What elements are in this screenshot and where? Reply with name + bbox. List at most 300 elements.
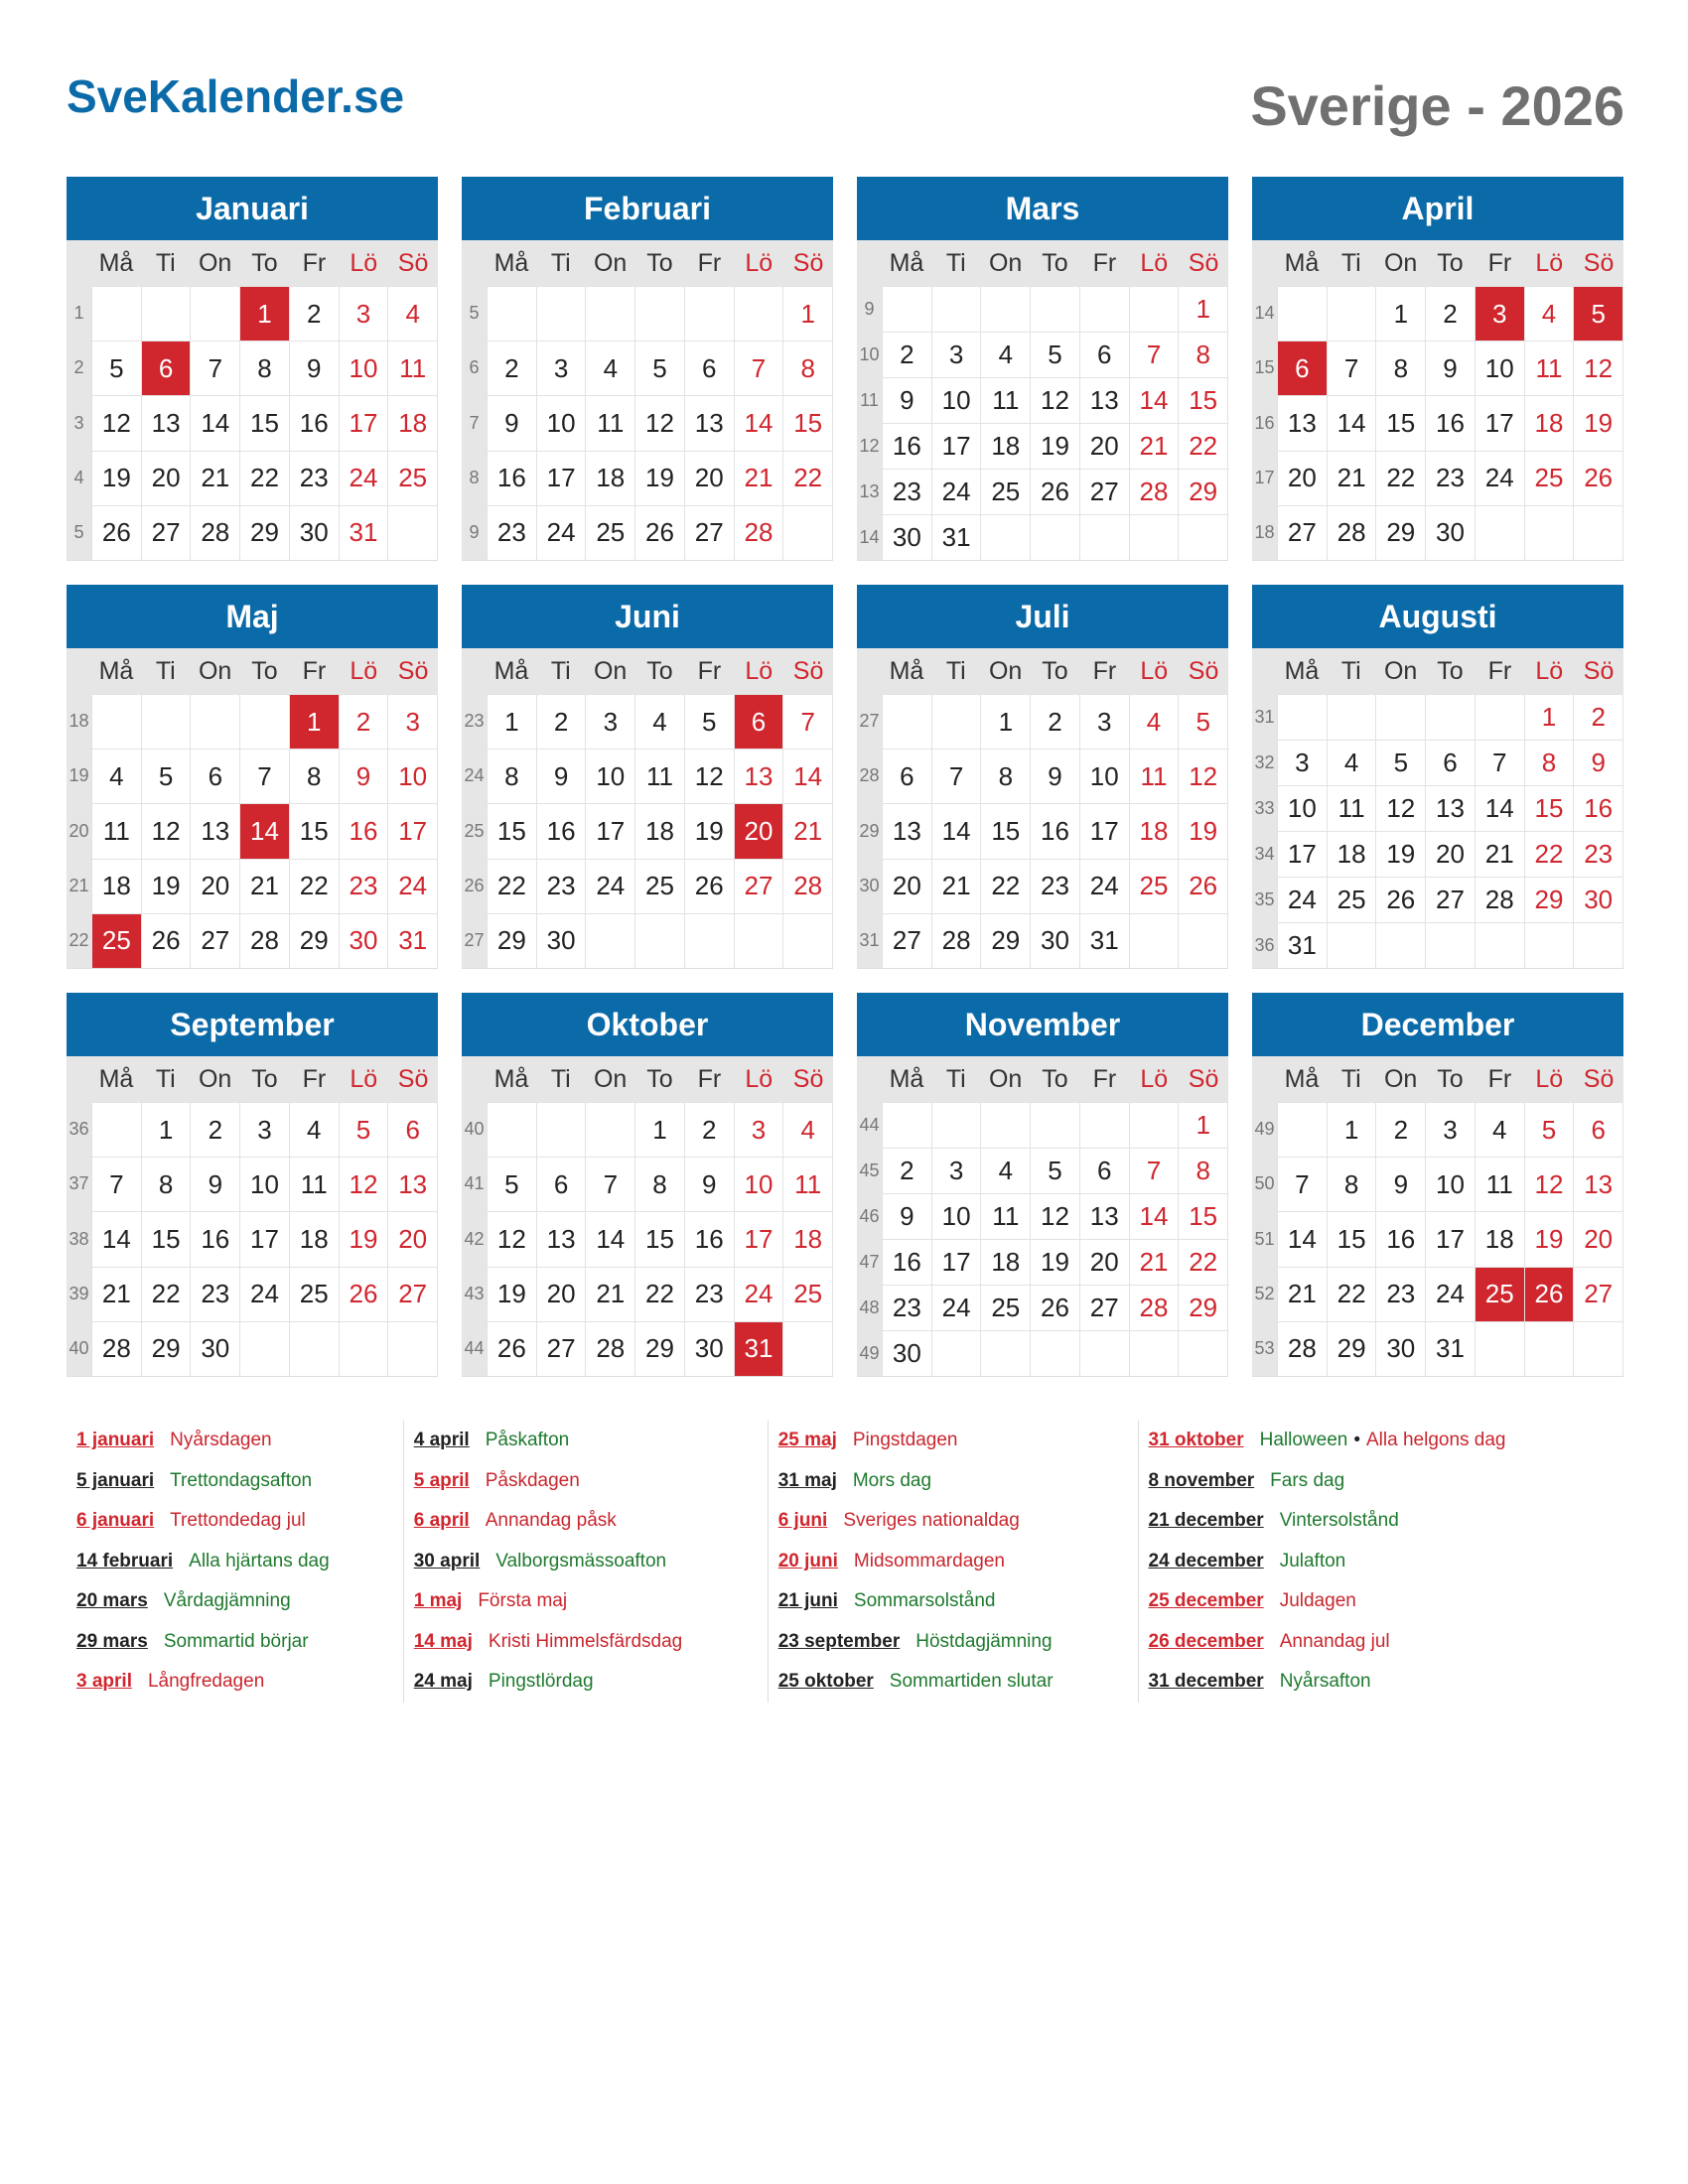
day-cell[interactable]: 10 [931, 377, 981, 423]
day-cell[interactable]: 9 [1573, 740, 1623, 785]
holiday-date[interactable]: 23 september [777, 1630, 901, 1652]
day-cell[interactable]: 18 [1327, 831, 1376, 877]
day-cell[interactable]: 1 [141, 1102, 191, 1157]
day-cell[interactable]: 21 [1277, 1267, 1327, 1321]
day-cell[interactable]: 3 [1079, 694, 1129, 749]
day-cell[interactable]: 3 [931, 332, 981, 377]
day-cell[interactable]: 13 [1079, 1193, 1129, 1239]
day-cell[interactable]: 7 [1327, 341, 1376, 395]
day-cell[interactable]: 14 [782, 749, 833, 803]
day-cell[interactable]: 12 [634, 395, 684, 450]
day-cell[interactable]: 5 [1030, 332, 1079, 377]
day-cell[interactable]: 5 [1030, 1148, 1079, 1193]
day-cell[interactable]: 9 [1375, 1157, 1425, 1211]
day-cell[interactable]: 18 [585, 451, 634, 505]
site-logo-text[interactable]: SveKalender.se [67, 70, 405, 122]
day-cell[interactable]: 25 [782, 1267, 833, 1321]
holiday-date[interactable]: 21 december [1148, 1510, 1264, 1532]
day-cell[interactable]: 30 [1425, 505, 1475, 560]
day-cell[interactable]: 19 [1030, 423, 1079, 469]
day-cell[interactable]: 26 [141, 913, 191, 968]
day-cell[interactable]: 18 [289, 1211, 339, 1266]
day-cell[interactable]: 26 [339, 1267, 388, 1321]
day-cell[interactable]: 7 [1129, 332, 1179, 377]
day-cell[interactable]: 7 [734, 341, 783, 395]
day-cell[interactable]: 22 [634, 1267, 684, 1321]
day-cell[interactable]: 17 [931, 1239, 981, 1285]
day-cell[interactable]: 27 [190, 913, 239, 968]
holiday-date[interactable]: 31 december [1148, 1671, 1264, 1693]
day-cell[interactable]: 26 [684, 859, 734, 913]
day-cell[interactable]: 27 [1277, 505, 1327, 560]
day-cell[interactable]: 29 [289, 913, 339, 968]
day-cell[interactable]: 2 [1030, 694, 1079, 749]
day-cell[interactable]: 8 [289, 749, 339, 803]
day-cell[interactable]: 17 [734, 1211, 783, 1266]
day-cell[interactable]: 18 [980, 423, 1030, 469]
day-cell[interactable]: 17 [339, 395, 388, 450]
day-cell[interactable]: 6 [1425, 740, 1475, 785]
day-cell[interactable]: 27 [684, 505, 734, 560]
day-cell[interactable]: 24 [339, 451, 388, 505]
day-cell[interactable]: 12 [684, 749, 734, 803]
day-cell[interactable]: 26 [91, 505, 141, 560]
day-cell[interactable]: 11 [585, 395, 634, 450]
holiday-date[interactable]: 14 februari [76, 1550, 174, 1571]
day-cell[interactable]: 4 [1475, 1102, 1524, 1157]
day-cell[interactable]: 10 [239, 1157, 289, 1211]
day-cell[interactable]: 1 [634, 1102, 684, 1157]
day-cell[interactable]: 11 [387, 341, 438, 395]
day-cell[interactable]: 27 [387, 1267, 438, 1321]
day-cell[interactable]: 11 [1475, 1157, 1524, 1211]
day-cell[interactable]: 25 [91, 913, 141, 968]
day-cell[interactable]: 12 [1573, 341, 1623, 395]
day-cell[interactable]: 25 [1524, 451, 1574, 505]
day-cell[interactable]: 6 [684, 341, 734, 395]
day-cell[interactable]: 7 [239, 749, 289, 803]
day-cell[interactable]: 15 [1178, 1193, 1228, 1239]
day-cell[interactable]: 8 [239, 341, 289, 395]
day-cell[interactable]: 24 [387, 859, 438, 913]
day-cell[interactable]: 8 [1327, 1157, 1376, 1211]
day-cell[interactable]: 20 [1079, 423, 1129, 469]
day-cell[interactable]: 11 [1524, 341, 1574, 395]
day-cell[interactable]: 27 [1425, 877, 1475, 922]
day-cell[interactable]: 13 [190, 803, 239, 858]
day-cell[interactable]: 26 [1030, 469, 1079, 514]
day-cell[interactable]: 1 [1327, 1102, 1376, 1157]
day-cell[interactable]: 15 [634, 1211, 684, 1266]
day-cell[interactable]: 21 [1475, 831, 1524, 877]
day-cell[interactable]: 20 [882, 859, 931, 913]
day-cell[interactable]: 6 [190, 749, 239, 803]
day-cell[interactable]: 14 [91, 1211, 141, 1266]
day-cell[interactable]: 19 [1178, 803, 1228, 858]
day-cell[interactable]: 30 [882, 1330, 931, 1376]
day-cell[interactable]: 30 [289, 505, 339, 560]
day-cell[interactable]: 23 [684, 1267, 734, 1321]
holiday-date[interactable]: 6 juni [777, 1510, 828, 1532]
day-cell[interactable]: 5 [684, 694, 734, 749]
day-cell[interactable]: 24 [536, 505, 586, 560]
day-cell[interactable]: 13 [1573, 1157, 1623, 1211]
day-cell[interactable]: 14 [931, 803, 981, 858]
day-cell[interactable]: 10 [536, 395, 586, 450]
day-cell[interactable]: 31 [339, 505, 388, 560]
day-cell[interactable]: 14 [734, 395, 783, 450]
day-cell[interactable]: 24 [931, 469, 981, 514]
day-cell[interactable]: 17 [536, 451, 586, 505]
day-cell[interactable]: 25 [1327, 877, 1376, 922]
holiday-date[interactable]: 24 maj [413, 1671, 473, 1693]
day-cell[interactable]: 25 [1129, 859, 1179, 913]
day-cell[interactable]: 11 [634, 749, 684, 803]
day-cell[interactable]: 8 [487, 749, 536, 803]
holiday-date[interactable]: 14 maj [413, 1630, 473, 1652]
day-cell[interactable]: 6 [1079, 1148, 1129, 1193]
day-cell[interactable]: 17 [931, 423, 981, 469]
day-cell[interactable]: 22 [1375, 451, 1425, 505]
day-cell[interactable]: 23 [1375, 1267, 1425, 1321]
day-cell[interactable]: 1 [289, 694, 339, 749]
day-cell[interactable]: 16 [1425, 395, 1475, 450]
day-cell[interactable]: 13 [387, 1157, 438, 1211]
day-cell[interactable]: 28 [1129, 1285, 1179, 1330]
holiday-date[interactable]: 21 juni [777, 1590, 838, 1612]
day-cell[interactable]: 18 [387, 395, 438, 450]
day-cell[interactable]: 28 [734, 505, 783, 560]
day-cell[interactable]: 23 [882, 1285, 931, 1330]
day-cell[interactable]: 18 [91, 859, 141, 913]
day-cell[interactable]: 25 [980, 469, 1030, 514]
day-cell[interactable]: 18 [782, 1211, 833, 1266]
day-cell[interactable]: 15 [487, 803, 536, 858]
day-cell[interactable]: 3 [1425, 1102, 1475, 1157]
day-cell[interactable]: 8 [1524, 740, 1574, 785]
day-cell[interactable]: 19 [1524, 1211, 1574, 1266]
day-cell[interactable]: 31 [387, 913, 438, 968]
day-cell[interactable]: 4 [585, 341, 634, 395]
day-cell[interactable]: 19 [91, 451, 141, 505]
day-cell[interactable]: 1 [782, 286, 833, 341]
day-cell[interactable]: 9 [684, 1157, 734, 1211]
day-cell[interactable]: 15 [1178, 377, 1228, 423]
day-cell[interactable]: 10 [1277, 785, 1327, 831]
day-cell[interactable]: 4 [1327, 740, 1376, 785]
day-cell[interactable]: 25 [387, 451, 438, 505]
day-cell[interactable]: 23 [1030, 859, 1079, 913]
day-cell[interactable]: 5 [1524, 1102, 1574, 1157]
day-cell[interactable]: 23 [882, 469, 931, 514]
day-cell[interactable]: 7 [91, 1157, 141, 1211]
day-cell[interactable]: 10 [585, 749, 634, 803]
day-cell[interactable]: 27 [1079, 469, 1129, 514]
day-cell[interactable]: 6 [1573, 1102, 1623, 1157]
day-cell[interactable]: 13 [882, 803, 931, 858]
day-cell[interactable]: 8 [634, 1157, 684, 1211]
day-cell[interactable]: 16 [536, 803, 586, 858]
day-cell[interactable]: 24 [1425, 1267, 1475, 1321]
day-cell[interactable]: 17 [1277, 831, 1327, 877]
day-cell[interactable]: 26 [634, 505, 684, 560]
day-cell[interactable]: 7 [1475, 740, 1524, 785]
day-cell[interactable]: 4 [289, 1102, 339, 1157]
day-cell[interactable]: 12 [1030, 377, 1079, 423]
day-cell[interactable]: 27 [882, 913, 931, 968]
day-cell[interactable]: 31 [1079, 913, 1129, 968]
day-cell[interactable]: 1 [1178, 1102, 1228, 1148]
day-cell[interactable]: 31 [734, 1321, 783, 1376]
day-cell[interactable]: 25 [289, 1267, 339, 1321]
day-cell[interactable]: 12 [1375, 785, 1425, 831]
day-cell[interactable]: 7 [1277, 1157, 1327, 1211]
day-cell[interactable]: 23 [536, 859, 586, 913]
day-cell[interactable]: 31 [1425, 1321, 1475, 1376]
day-cell[interactable]: 20 [190, 859, 239, 913]
day-cell[interactable]: 1 [1178, 286, 1228, 332]
day-cell[interactable]: 6 [1277, 341, 1327, 395]
day-cell[interactable]: 14 [190, 395, 239, 450]
day-cell[interactable]: 28 [931, 913, 981, 968]
day-cell[interactable]: 2 [289, 286, 339, 341]
day-cell[interactable]: 20 [387, 1211, 438, 1266]
day-cell[interactable]: 28 [1327, 505, 1376, 560]
day-cell[interactable]: 13 [1425, 785, 1475, 831]
day-cell[interactable]: 18 [1475, 1211, 1524, 1266]
holiday-date[interactable]: 8 november [1148, 1469, 1255, 1491]
day-cell[interactable]: 12 [91, 395, 141, 450]
day-cell[interactable]: 12 [487, 1211, 536, 1266]
day-cell[interactable]: 29 [1178, 1285, 1228, 1330]
day-cell[interactable]: 28 [91, 1321, 141, 1376]
day-cell[interactable]: 19 [1573, 395, 1623, 450]
day-cell[interactable]: 12 [339, 1157, 388, 1211]
day-cell[interactable]: 22 [1524, 831, 1574, 877]
day-cell[interactable]: 1 [1375, 286, 1425, 341]
day-cell[interactable]: 6 [536, 1157, 586, 1211]
day-cell[interactable]: 14 [1129, 377, 1179, 423]
day-cell[interactable]: 19 [141, 859, 191, 913]
day-cell[interactable]: 18 [980, 1239, 1030, 1285]
day-cell[interactable]: 10 [931, 1193, 981, 1239]
day-cell[interactable]: 23 [190, 1267, 239, 1321]
day-cell[interactable]: 11 [1129, 749, 1179, 803]
day-cell[interactable]: 16 [289, 395, 339, 450]
day-cell[interactable]: 4 [1129, 694, 1179, 749]
holiday-date[interactable]: 20 mars [76, 1590, 148, 1612]
day-cell[interactable]: 7 [931, 749, 981, 803]
day-cell[interactable]: 6 [882, 749, 931, 803]
day-cell[interactable]: 29 [1375, 505, 1425, 560]
day-cell[interactable]: 2 [487, 341, 536, 395]
day-cell[interactable]: 9 [882, 377, 931, 423]
day-cell[interactable]: 12 [1524, 1157, 1574, 1211]
day-cell[interactable]: 9 [1030, 749, 1079, 803]
day-cell[interactable]: 14 [585, 1211, 634, 1266]
day-cell[interactable]: 30 [684, 1321, 734, 1376]
day-cell[interactable]: 16 [1375, 1211, 1425, 1266]
day-cell[interactable]: 14 [1129, 1193, 1179, 1239]
day-cell[interactable]: 15 [289, 803, 339, 858]
day-cell[interactable]: 21 [91, 1267, 141, 1321]
day-cell[interactable]: 13 [141, 395, 191, 450]
day-cell[interactable]: 10 [1425, 1157, 1475, 1211]
day-cell[interactable]: 21 [190, 451, 239, 505]
day-cell[interactable]: 9 [339, 749, 388, 803]
day-cell[interactable]: 8 [141, 1157, 191, 1211]
day-cell[interactable]: 4 [782, 1102, 833, 1157]
holiday-date[interactable]: 25 oktober [777, 1671, 874, 1693]
day-cell[interactable]: 10 [734, 1157, 783, 1211]
day-cell[interactable]: 21 [1327, 451, 1376, 505]
day-cell[interactable]: 20 [536, 1267, 586, 1321]
day-cell[interactable]: 13 [536, 1211, 586, 1266]
day-cell[interactable]: 29 [141, 1321, 191, 1376]
day-cell[interactable]: 12 [1030, 1193, 1079, 1239]
day-cell[interactable]: 10 [339, 341, 388, 395]
day-cell[interactable]: 19 [1375, 831, 1425, 877]
day-cell[interactable]: 4 [980, 332, 1030, 377]
day-cell[interactable]: 24 [1475, 451, 1524, 505]
day-cell[interactable]: 22 [487, 859, 536, 913]
day-cell[interactable]: 13 [734, 749, 783, 803]
holiday-date[interactable]: 24 december [1148, 1550, 1264, 1571]
day-cell[interactable]: 16 [1030, 803, 1079, 858]
day-cell[interactable]: 28 [190, 505, 239, 560]
day-cell[interactable]: 15 [1327, 1211, 1376, 1266]
holiday-date[interactable]: 20 juni [777, 1550, 838, 1571]
day-cell[interactable]: 2 [684, 1102, 734, 1157]
day-cell[interactable]: 21 [782, 803, 833, 858]
holiday-date[interactable]: 3 april [76, 1671, 132, 1693]
day-cell[interactable]: 27 [141, 505, 191, 560]
day-cell[interactable]: 12 [1178, 749, 1228, 803]
day-cell[interactable]: 28 [239, 913, 289, 968]
day-cell[interactable]: 2 [882, 332, 931, 377]
day-cell[interactable]: 19 [1030, 1239, 1079, 1285]
day-cell[interactable]: 3 [1475, 286, 1524, 341]
day-cell[interactable]: 30 [339, 913, 388, 968]
day-cell[interactable]: 29 [1327, 1321, 1376, 1376]
day-cell[interactable]: 16 [882, 1239, 931, 1285]
day-cell[interactable]: 7 [190, 341, 239, 395]
day-cell[interactable]: 17 [1475, 395, 1524, 450]
day-cell[interactable]: 16 [339, 803, 388, 858]
day-cell[interactable]: 2 [1573, 694, 1623, 740]
holiday-date[interactable]: 4 april [413, 1430, 470, 1451]
holiday-date[interactable]: 5 april [413, 1469, 470, 1491]
day-cell[interactable]: 23 [289, 451, 339, 505]
day-cell[interactable]: 11 [980, 377, 1030, 423]
day-cell[interactable]: 9 [289, 341, 339, 395]
day-cell[interactable]: 11 [980, 1193, 1030, 1239]
day-cell[interactable]: 29 [239, 505, 289, 560]
day-cell[interactable]: 1 [980, 694, 1030, 749]
day-cell[interactable]: 7 [782, 694, 833, 749]
day-cell[interactable]: 13 [1079, 377, 1129, 423]
day-cell[interactable]: 9 [487, 395, 536, 450]
day-cell[interactable]: 21 [239, 859, 289, 913]
day-cell[interactable]: 12 [141, 803, 191, 858]
holiday-date[interactable]: 1 maj [413, 1590, 463, 1612]
day-cell[interactable]: 28 [1129, 469, 1179, 514]
day-cell[interactable]: 22 [1178, 423, 1228, 469]
day-cell[interactable]: 5 [487, 1157, 536, 1211]
day-cell[interactable]: 8 [980, 749, 1030, 803]
day-cell[interactable]: 8 [1178, 332, 1228, 377]
day-cell[interactable]: 5 [1573, 286, 1623, 341]
day-cell[interactable]: 4 [91, 749, 141, 803]
day-cell[interactable]: 20 [1079, 1239, 1129, 1285]
day-cell[interactable]: 16 [882, 423, 931, 469]
day-cell[interactable]: 27 [734, 859, 783, 913]
day-cell[interactable]: 26 [1375, 877, 1425, 922]
day-cell[interactable]: 7 [585, 1157, 634, 1211]
day-cell[interactable]: 26 [1178, 859, 1228, 913]
holiday-date[interactable]: 5 januari [76, 1469, 155, 1491]
day-cell[interactable]: 23 [1573, 831, 1623, 877]
day-cell[interactable]: 11 [91, 803, 141, 858]
day-cell[interactable]: 3 [734, 1102, 783, 1157]
day-cell[interactable]: 21 [734, 451, 783, 505]
day-cell[interactable]: 17 [387, 803, 438, 858]
day-cell[interactable]: 9 [882, 1193, 931, 1239]
holiday-date[interactable]: 25 maj [777, 1430, 837, 1451]
day-cell[interactable]: 17 [585, 803, 634, 858]
day-cell[interactable]: 24 [239, 1267, 289, 1321]
day-cell[interactable]: 18 [634, 803, 684, 858]
day-cell[interactable]: 5 [339, 1102, 388, 1157]
day-cell[interactable]: 8 [1178, 1148, 1228, 1193]
day-cell[interactable]: 4 [1524, 286, 1574, 341]
day-cell[interactable]: 15 [1375, 395, 1425, 450]
day-cell[interactable]: 28 [585, 1321, 634, 1376]
day-cell[interactable]: 11 [782, 1157, 833, 1211]
day-cell[interactable]: 13 [1277, 395, 1327, 450]
day-cell[interactable]: 6 [141, 341, 191, 395]
day-cell[interactable]: 20 [1277, 451, 1327, 505]
day-cell[interactable]: 11 [1327, 785, 1376, 831]
day-cell[interactable]: 22 [289, 859, 339, 913]
day-cell[interactable]: 28 [782, 859, 833, 913]
holiday-date[interactable]: 1 januari [76, 1430, 155, 1451]
day-cell[interactable]: 10 [1079, 749, 1129, 803]
day-cell[interactable]: 9 [1425, 341, 1475, 395]
day-cell[interactable]: 10 [1475, 341, 1524, 395]
day-cell[interactable]: 21 [585, 1267, 634, 1321]
day-cell[interactable]: 9 [536, 749, 586, 803]
day-cell[interactable]: 5 [141, 749, 191, 803]
day-cell[interactable]: 15 [782, 395, 833, 450]
day-cell[interactable]: 30 [1573, 877, 1623, 922]
day-cell[interactable]: 25 [634, 859, 684, 913]
day-cell[interactable]: 21 [1129, 423, 1179, 469]
day-cell[interactable]: 28 [1277, 1321, 1327, 1376]
day-cell[interactable]: 1 [239, 286, 289, 341]
day-cell[interactable]: 28 [1475, 877, 1524, 922]
day-cell[interactable]: 2 [1375, 1102, 1425, 1157]
day-cell[interactable]: 2 [882, 1148, 931, 1193]
day-cell[interactable]: 1 [487, 694, 536, 749]
day-cell[interactable]: 25 [980, 1285, 1030, 1330]
day-cell[interactable]: 18 [1129, 803, 1179, 858]
day-cell[interactable]: 2 [339, 694, 388, 749]
day-cell[interactable]: 11 [289, 1157, 339, 1211]
day-cell[interactable]: 3 [387, 694, 438, 749]
day-cell[interactable]: 27 [1079, 1285, 1129, 1330]
day-cell[interactable]: 3 [1277, 740, 1327, 785]
